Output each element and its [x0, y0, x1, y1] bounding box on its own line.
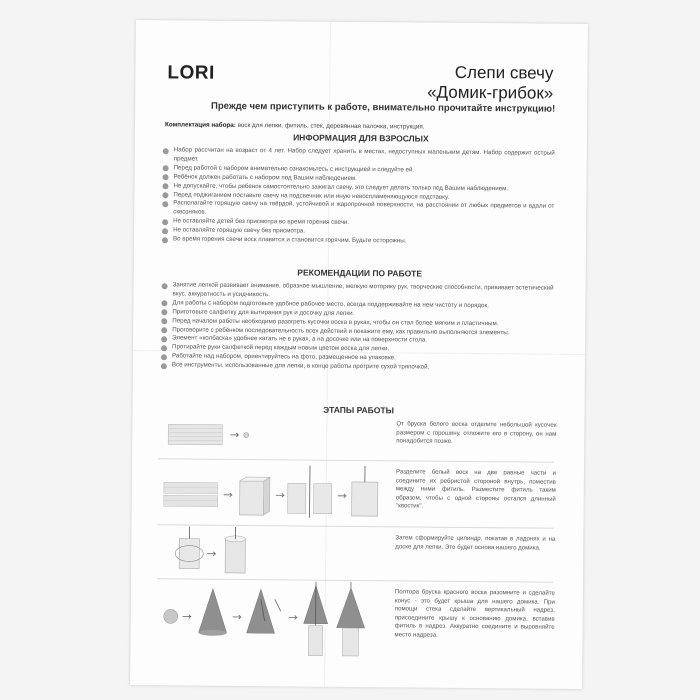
recs-list — [161, 281, 554, 373]
recs-heading: РЕКОМЕНДАЦИИ ПО РАБОТЕ — [297, 267, 423, 279]
finished-mushroom-candle — [336, 582, 365, 656]
step-2 — [158, 460, 557, 525]
arrow-icon — [233, 615, 241, 619]
arrow-icon — [224, 493, 232, 497]
list-item: Ребёнок должен работать с набором под Вашим наблюдением. — [162, 173, 554, 185]
arrow-icon — [338, 494, 346, 498]
step-1-illustration — [158, 416, 388, 458]
step-2-illustration — [158, 460, 394, 524]
arrow-icon — [289, 615, 297, 619]
wax-cylinder — [225, 527, 245, 573]
list-item: Занятие лепкой развивает внимание, образное мышление, мелкую моторику рук, творческие способности, прививает эстетический вкус, аккуратность и усидчивость. — [161, 281, 553, 302]
wax-halves — [164, 482, 218, 506]
step-3-text: Затем сформируйте цилиндр, покатав в ладонях и на доске для лепки. Это будет основа нашего домика. — [395, 534, 556, 552]
wax-block-with-wick — [288, 465, 332, 517]
list-item: Во время горения свечи воск плавится и становится горячим. Будьте осторожны. — [162, 235, 554, 247]
kit-contents — [165, 121, 565, 131]
list-item: Перед поджиганием поставьте свечу на подсвечник или иную невоспламеняющуюся подставку. — [162, 191, 554, 203]
kit-text: воск для лепки, фитиль, стек, деревянная палочка, инструкция. — [235, 121, 425, 131]
adults-heading: ИНФОРМАЦИЯ ДЛЯ ВЗРОСЛЫХ — [293, 132, 429, 144]
list-item: Не оставляйте горящую свечу без присмотра. — [162, 226, 554, 238]
title-line-2: «Домик-грибок» — [427, 82, 554, 103]
joined-block — [352, 466, 378, 516]
step-4-illustration — [156, 580, 392, 662]
step-1-text: От бруска белого воска отделите небольшой кусочек размером с горошину, отложите его в сторону, он нам понадобится позже. — [396, 420, 557, 446]
step-3-illustration — [157, 526, 387, 580]
kit-label: Комплектация набора: — [164, 121, 236, 129]
step-3 — [157, 526, 555, 579]
list-item: Протирайте руки салфеткой перед каждым новым цветом воска для лепки. — [161, 344, 553, 356]
arrow-icon — [183, 614, 191, 618]
step-2-text: Разделите белый воск на две равные части и соедините их ребристой стороной внутрь, поместив между ними фитиль. Разместите фитиль таким образом, чтобы с одной стороны остался длинный "хвостик". — [395, 468, 557, 510]
list-item: Перед началом работы необходимо разогреть кусочки воска в руках, чтобы он стал более мягким и пластичным. — [161, 317, 553, 329]
arrow-icon — [276, 493, 284, 497]
list-item: Для работы с набором подготовьте удобное рабочее место, всегда поддерживайте на нем чистоту и порядок. — [161, 299, 553, 311]
steps-heading: ЭТАПЫ РАБОТЫ — [323, 404, 394, 416]
wax-pea — [244, 432, 249, 437]
wax-block — [240, 477, 270, 515]
list-item: Перед работой с набором внимательно ознакомьтесь с инструкцией и следуйте ей. — [163, 164, 555, 176]
step-4-text: Полтора бруска красного воска разомните и сделайте конус - это будет крыша для нашего домика. При помощи стека сделайте вертикальный надрез, присоедините крышу к основанию домика, вставив фитиль в надрез. Аккуратно соедините и выровняйте место надреза. — [394, 588, 555, 639]
list-item: Не допускайте, чтобы ребенок самостоятельно зажигал свечу, это следует делать только под Вашим наблюдением. — [162, 182, 554, 194]
list-item: Набор рассчитан на возраст от 4 лет. Набор следует хранить в местах, недоступных маленьким детям. Набор содержит острый предмет. — [163, 146, 555, 167]
list-item: Все инструменты, использованные для лепки, в конце работы протрите сухой тряпочкой. — [161, 361, 553, 373]
list-item: Не оставляйте детей без присмотра во время горения свечи. — [162, 218, 554, 230]
list-item: Элемент «колбаска» удобнее катать не в руках, а на досочке или на поверхности стола. — [161, 335, 553, 347]
warning-text: Прежде чем приступить к работе, внимательно прочитайте инструкцию! — [211, 100, 556, 115]
cone-with-cut — [247, 589, 281, 633]
list-item: Работайте над набором, ориентируйтесь на фото, размещенное на упаковке. — [161, 353, 553, 365]
title-line-1: Слепи свечу — [454, 62, 554, 83]
instruction-sheet — [130, 20, 588, 689]
list-item: Располагайте горящую свечу на твёрдой, устойчивой и жаропрочной поверхности, на расстоянии от любых предметов и вдали от сквозняков. — [162, 200, 554, 221]
block-rolling — [175, 526, 203, 568]
list-item: Проговорите с ребёнком последовательность всех действий и покажите ему, как правильно выполняются элементы. — [161, 326, 553, 338]
arrow-icon — [207, 552, 215, 556]
wax-cone — [199, 589, 227, 636]
step-1 — [158, 416, 556, 459]
wax-bar-white — [168, 424, 222, 444]
adults-list — [162, 146, 555, 247]
wax-ball — [164, 609, 178, 623]
roof-on-base — [303, 582, 328, 656]
arrow-icon — [230, 433, 238, 437]
step-4 — [156, 580, 555, 663]
brand-logo: LORI — [167, 62, 215, 84]
list-item: Приготовьте салфетку для вытирания рук и досочку для лепки. — [161, 308, 553, 320]
